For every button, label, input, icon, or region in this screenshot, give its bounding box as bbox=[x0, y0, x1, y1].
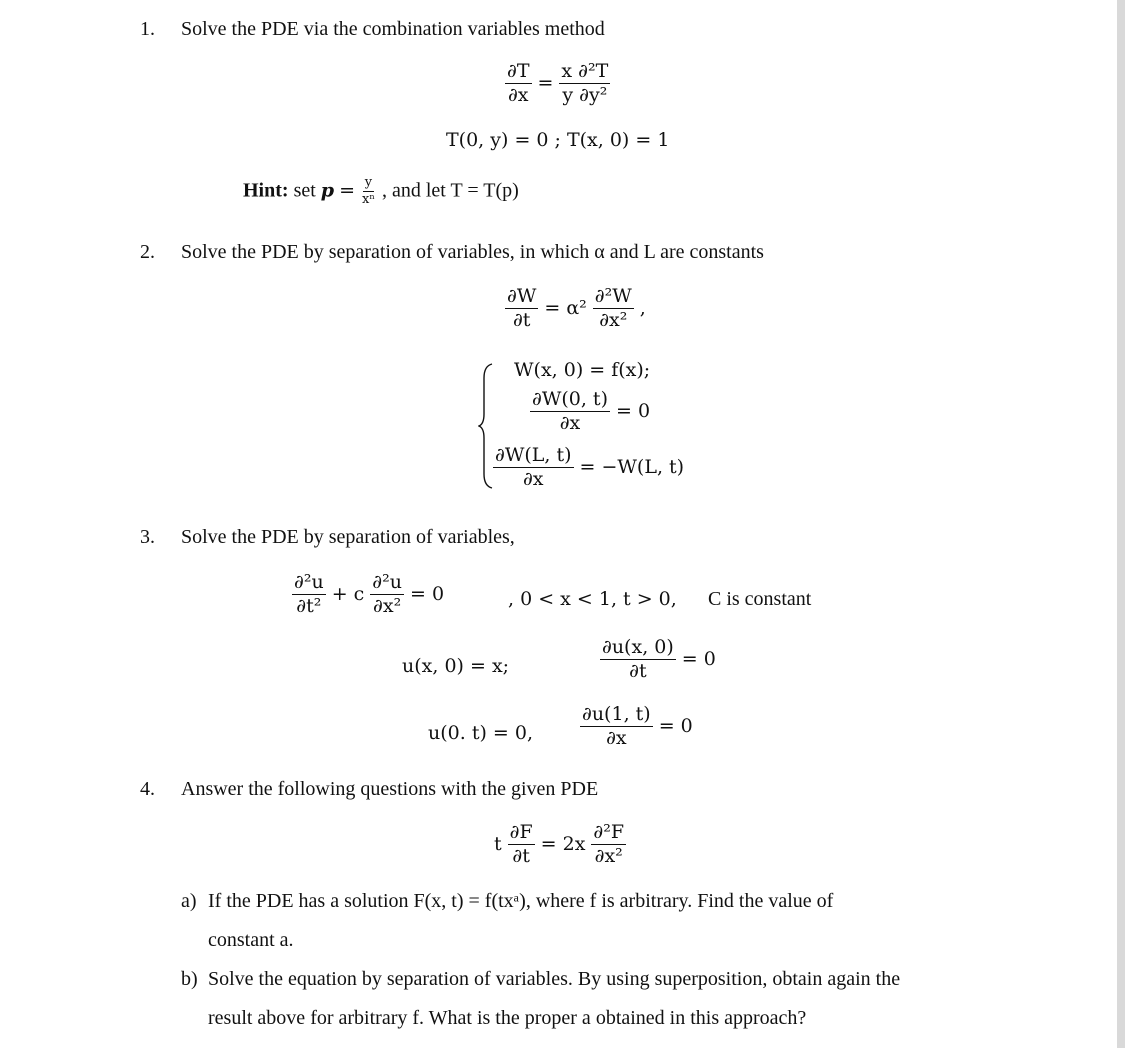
question-b-line-2: result above for arbitrary f. What is the proper a obtained in this approach? bbox=[208, 1007, 807, 1029]
p2-condition-1: W(x, 0) = f(x); bbox=[514, 359, 651, 381]
p2-c3-rhs: = −W(L, t) bbox=[579, 456, 685, 479]
problem-3-number: 3. bbox=[140, 526, 155, 548]
p2-coef: = α² bbox=[544, 297, 587, 320]
p4-t: t bbox=[494, 833, 502, 856]
p1-lhs-num: ∂T bbox=[507, 60, 530, 82]
p2-c3-num: ∂W(L, t) bbox=[495, 444, 572, 466]
question-b-line-1: Solve the equation by separation of variables. By using superposition, obtain again the bbox=[208, 968, 901, 990]
p3-plus: + c bbox=[331, 583, 365, 606]
p1-pde bbox=[505, 60, 610, 106]
p3-bc2-rhs: = 0 bbox=[658, 715, 693, 738]
p4-rhs-den: ∂x² bbox=[594, 844, 623, 867]
p3-t1-num: ∂²u bbox=[294, 571, 324, 593]
problem-1-statement: Solve the PDE via the combination variables method bbox=[181, 18, 605, 40]
p2-lhs-num: ∂W bbox=[507, 285, 537, 307]
p3-bc2-den: ∂x bbox=[606, 726, 627, 749]
p2-c2-den: ∂x bbox=[559, 411, 581, 434]
hint-frac-den: xⁿ bbox=[362, 192, 375, 208]
left-brace-icon bbox=[478, 362, 494, 490]
p4-lhs-num: ∂F bbox=[509, 821, 533, 843]
p3-pde bbox=[292, 571, 444, 617]
p4-pde bbox=[494, 822, 626, 867]
p1-lhs-den: ∂x bbox=[507, 83, 529, 106]
p3-domain: , 0 < x < 1, t > 0, bbox=[508, 588, 677, 610]
problem-2-statement: Solve the PDE by separation of variables, in which α and L are constants bbox=[181, 241, 764, 263]
p2-c3-den: ∂x bbox=[522, 467, 544, 490]
p2-rhs-num: ∂²W bbox=[594, 285, 632, 307]
question-a-line-1: If the PDE has a solution F(x, t) = f(txᵃ), where f is arbitrary. Find the value of bbox=[208, 890, 834, 912]
p3-ic2-rhs: = 0 bbox=[681, 648, 716, 671]
p4-lhs-den: ∂t bbox=[512, 844, 530, 867]
p3-t1-den: ∂t² bbox=[296, 594, 322, 617]
problem-2-number: 2. bbox=[140, 241, 155, 263]
p3-boundary-condition-1: u(0. t) = 0, bbox=[428, 722, 533, 744]
page-right-edge bbox=[1117, 0, 1125, 1048]
p2-lhs-den: ∂t bbox=[512, 308, 531, 331]
question-a-label: a) bbox=[181, 890, 197, 912]
question-b-label: b) bbox=[181, 968, 198, 990]
p2-trail: , bbox=[639, 297, 646, 320]
p1-boundary-conditions: T(0, y) = 0 ; T(x, 0) = 1 bbox=[446, 129, 670, 151]
hint-rest: , and let T = T(p) bbox=[381, 179, 519, 202]
hint-p: p bbox=[320, 179, 335, 202]
p1-hint bbox=[243, 176, 519, 208]
p2-pde bbox=[505, 285, 646, 331]
p1-rhs-den: y ∂y² bbox=[562, 83, 608, 106]
p3-bc2-num: ∂u(1, t) bbox=[582, 703, 651, 725]
hint-frac-num: y bbox=[363, 176, 374, 192]
p3-boundary-condition-2 bbox=[580, 703, 693, 749]
question-a-line-2: constant a. bbox=[208, 929, 294, 951]
p1-rhs-num: x ∂²T bbox=[561, 60, 609, 82]
p3-initial-condition-2 bbox=[600, 636, 716, 682]
p2-condition-2 bbox=[530, 388, 650, 434]
p4-mid: = 2x bbox=[540, 833, 586, 856]
p4-rhs-num: ∂²F bbox=[593, 821, 625, 843]
p2-c2-num: ∂W(0, t) bbox=[532, 388, 608, 410]
p2-rhs-den: ∂x² bbox=[599, 308, 628, 331]
hint-label: Hint: bbox=[243, 179, 289, 202]
p3-initial-condition-1: u(x, 0) = x; bbox=[402, 655, 510, 677]
p3-t2-num: ∂²u bbox=[372, 571, 402, 593]
p1-eq: = bbox=[537, 72, 554, 95]
p3-ic2-den: ∂t bbox=[629, 659, 647, 682]
p3-ic2-num: ∂u(x, 0) bbox=[602, 636, 674, 658]
problem-4-number: 4. bbox=[140, 778, 155, 800]
hint-set: set bbox=[293, 179, 316, 202]
p2-c2-rhs: = 0 bbox=[615, 400, 651, 423]
p3-constant-note: C is constant bbox=[708, 588, 812, 610]
problem-4-statement: Answer the following questions with the given PDE bbox=[181, 778, 599, 800]
p2-condition-3 bbox=[493, 444, 684, 490]
problem-1-number: 1. bbox=[140, 18, 155, 40]
p3-t2-den: ∂x² bbox=[373, 594, 402, 617]
hint-eq: = bbox=[339, 179, 355, 202]
problem-3-statement: Solve the PDE by separation of variables, bbox=[181, 526, 515, 548]
p3-eq0: = 0 bbox=[409, 583, 445, 606]
